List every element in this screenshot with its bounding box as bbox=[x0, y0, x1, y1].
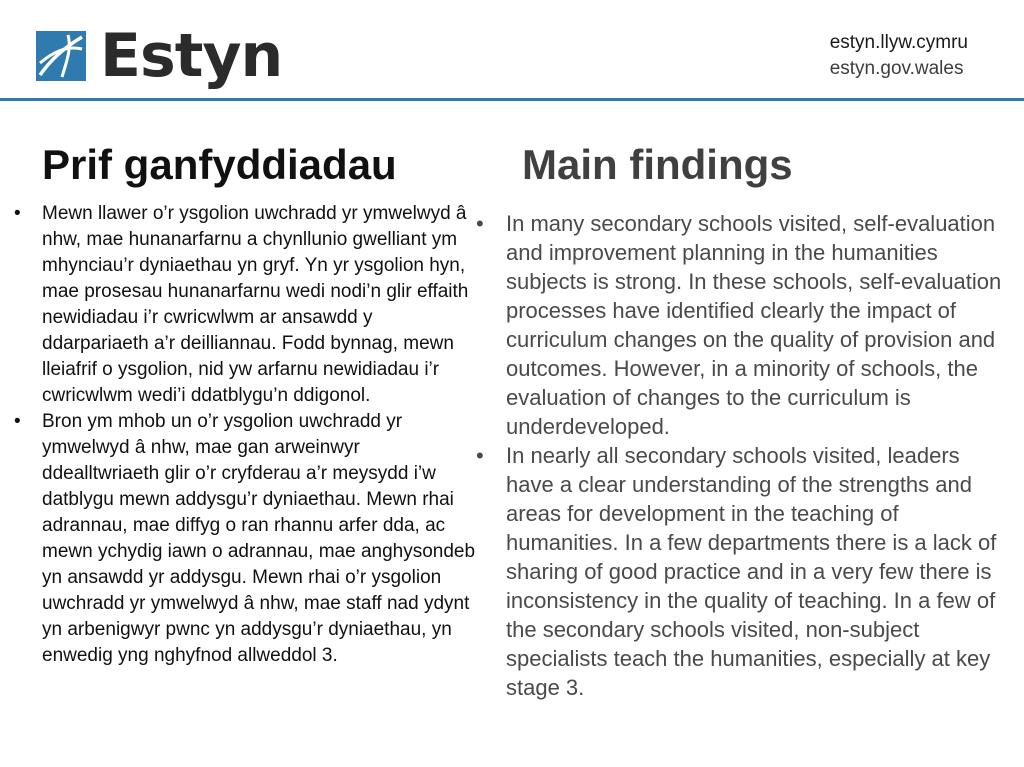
estyn-emblem-icon bbox=[36, 31, 86, 81]
welsh-url-link[interactable]: estyn.llyw.cymru bbox=[829, 32, 968, 53]
welsh-findings-list bbox=[14, 201, 482, 669]
finding-text: Mewn llawer o’r ysgolion uwchradd yr ymwelwyd â nhw, mae hunanarfarnu a chynllunio gwelliant ym mhynciau’r dyniaethau yn gryf. Yn yr ysgolion hyn, mae prosesau hunanarfarnu wedi nodi’n glir effaith newidiadau i’r cwricwlwm ar ansawdd y ddarpariaeth a’r deilliannau. Fodd bynnag, mewn lleiafrif o ysgolion, nid yw arfarnu newidiadau i’r cwricwlwm wedi’i ddatblygu’n ddigonol. bbox=[42, 203, 469, 406]
site-urls bbox=[830, 30, 968, 82]
bullet-icon: • bbox=[14, 203, 21, 224]
logo-wordmark: Estyn bbox=[100, 21, 283, 91]
finding-text: In nearly all secondary schools visited, leaders have a clear understanding of the strengths and areas for development in the teaching of humanities. In a few departments there is a lack of sharing of good practice and in a very few there is inconsistency in the quality of teaching. In a few of the secondary schools visited, non-subject specialists teach the humanities, especially at key stage 3. bbox=[506, 443, 997, 700]
finding-text: Bron ym mhob un o’r ysgolion uwchradd yr ymwelwyd â nhw, mae gan arweinwyr ddealltwriaeth glir o’r cryfderau a’r meysydd i’w datblygu mewn addysgu’r dyniaethau. Mewn rhai adrannau, mae diffyg o ran rhannu arfer dda, ac mewn ychydig iawn o adrannau, mae anghysondeb yn ansawdd yr addysgu. Mewn rhai o’r ysgolion uwchradd yr ymwelwyd â nhw, mae staff nad ydynt yn arbenigwyr pwnc yn addysgu’r dyniaethau, yn enwedig yng nghyfnod allweddol 3. bbox=[42, 411, 476, 666]
estyn-logo bbox=[36, 21, 283, 91]
bullet-icon: • bbox=[14, 411, 21, 432]
list-item bbox=[476, 209, 1006, 441]
list-item bbox=[476, 441, 1006, 702]
english-url-link[interactable]: estyn.gov.wales bbox=[829, 58, 964, 79]
finding-text: In many secondary schools visited, self-evaluation and improvement planning in the humanities subjects is strong. In these schools, self-evaluation processes have identified clearly the impact of curriculum changes on the quality of provision and outcomes. However, in a minority of schools, the evaluation of changes to the curriculum is underdeveloped. bbox=[506, 211, 1002, 439]
welsh-heading: Prif ganfyddiadau bbox=[42, 141, 397, 188]
english-heading: Main findings bbox=[522, 141, 793, 188]
english-findings-list bbox=[476, 209, 1006, 702]
bullet-icon: • bbox=[476, 443, 484, 468]
bullet-icon: • bbox=[476, 211, 484, 236]
header-divider bbox=[0, 98, 1024, 101]
list-item bbox=[14, 201, 482, 409]
list-item bbox=[14, 409, 482, 669]
